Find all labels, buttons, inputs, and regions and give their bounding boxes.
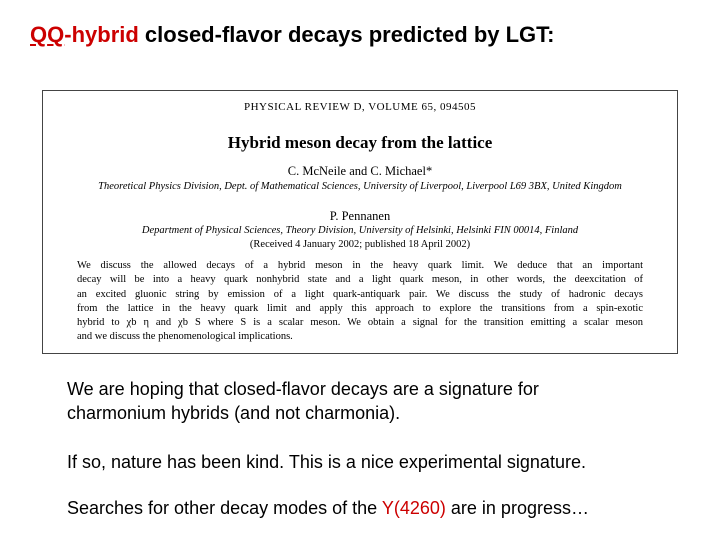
- paragraph-hypothesis-line1: We are hoping that closed-flavor decays are a signature for: [67, 379, 539, 399]
- paper-abstract-text: [77, 259, 643, 345]
- abstract-line: and we discuss the phenomenological implications.: [77, 331, 293, 343]
- abstract-line: from the lattice in the heavy quark limit and apply this approach to explore the transitions from a spin-exotic: [77, 302, 643, 314]
- slide-title: [30, 22, 555, 48]
- paragraph-hypothesis-line2: charmonium hybrids (and not charmonia).: [67, 403, 401, 423]
- abstract-line: decay will be into a heavy quark nonhybrid state and a light quark meson, in other words, the deexcitation of: [77, 274, 643, 286]
- paper-authors-secondary: P. Pennanen: [329, 209, 391, 223]
- abstract-line: hybrid to χb η and χb S where S is a scalar meson. We obtain a signal for the transition emitting a scalar meson: [77, 317, 643, 329]
- abstract-line: an excited gluonic string by emission of a light quark-antiquark pair. We discuss the study of hadronic decays: [77, 288, 643, 300]
- searches-text-pre: Searches for other decay modes of the: [67, 498, 382, 518]
- y4260-highlight: Y(4260): [381, 498, 446, 518]
- title-rest: closed-flavor decays predicted by LGT:: [138, 22, 555, 47]
- abstract-line: We discuss the allowed decays of a hybrid meson in the heavy quark limit. We deduce that an important: [77, 260, 643, 271]
- paragraph-searches: [67, 496, 589, 520]
- journal-header: PHYSICAL REVIEW D, VOLUME 65, 094505: [244, 101, 476, 113]
- paragraph-hypothesis: [67, 377, 539, 425]
- searches-text-post: are in progress…: [445, 498, 589, 518]
- paper-received-date: (Received 4 January 2002; published 18 April 2002): [249, 239, 471, 250]
- paper-affiliation-secondary: Department of Physical Sciences, Theory Division, University of Helsinki, Helsinki FIN 00014, Finland: [141, 225, 579, 236]
- paragraph-signature: If so, nature has been kind. This is a nice experimental signature.: [67, 452, 586, 472]
- title-q1: Q: [30, 22, 48, 47]
- paper-affiliation-primary: Theoretical Physics Division, Dept. of Mathematical Sciences, University of Liverpool, Liverpool L69 3BX, United Kingdom: [98, 181, 622, 192]
- paper-authors-primary: C. McNeile and C. Michael*: [287, 164, 433, 178]
- title-hybrid: -hybrid: [64, 22, 139, 47]
- title-q2: Q: [47, 22, 65, 47]
- paper-abstract-image: [42, 90, 678, 354]
- paper-title: Hybrid meson decay from the lattice: [227, 133, 493, 152]
